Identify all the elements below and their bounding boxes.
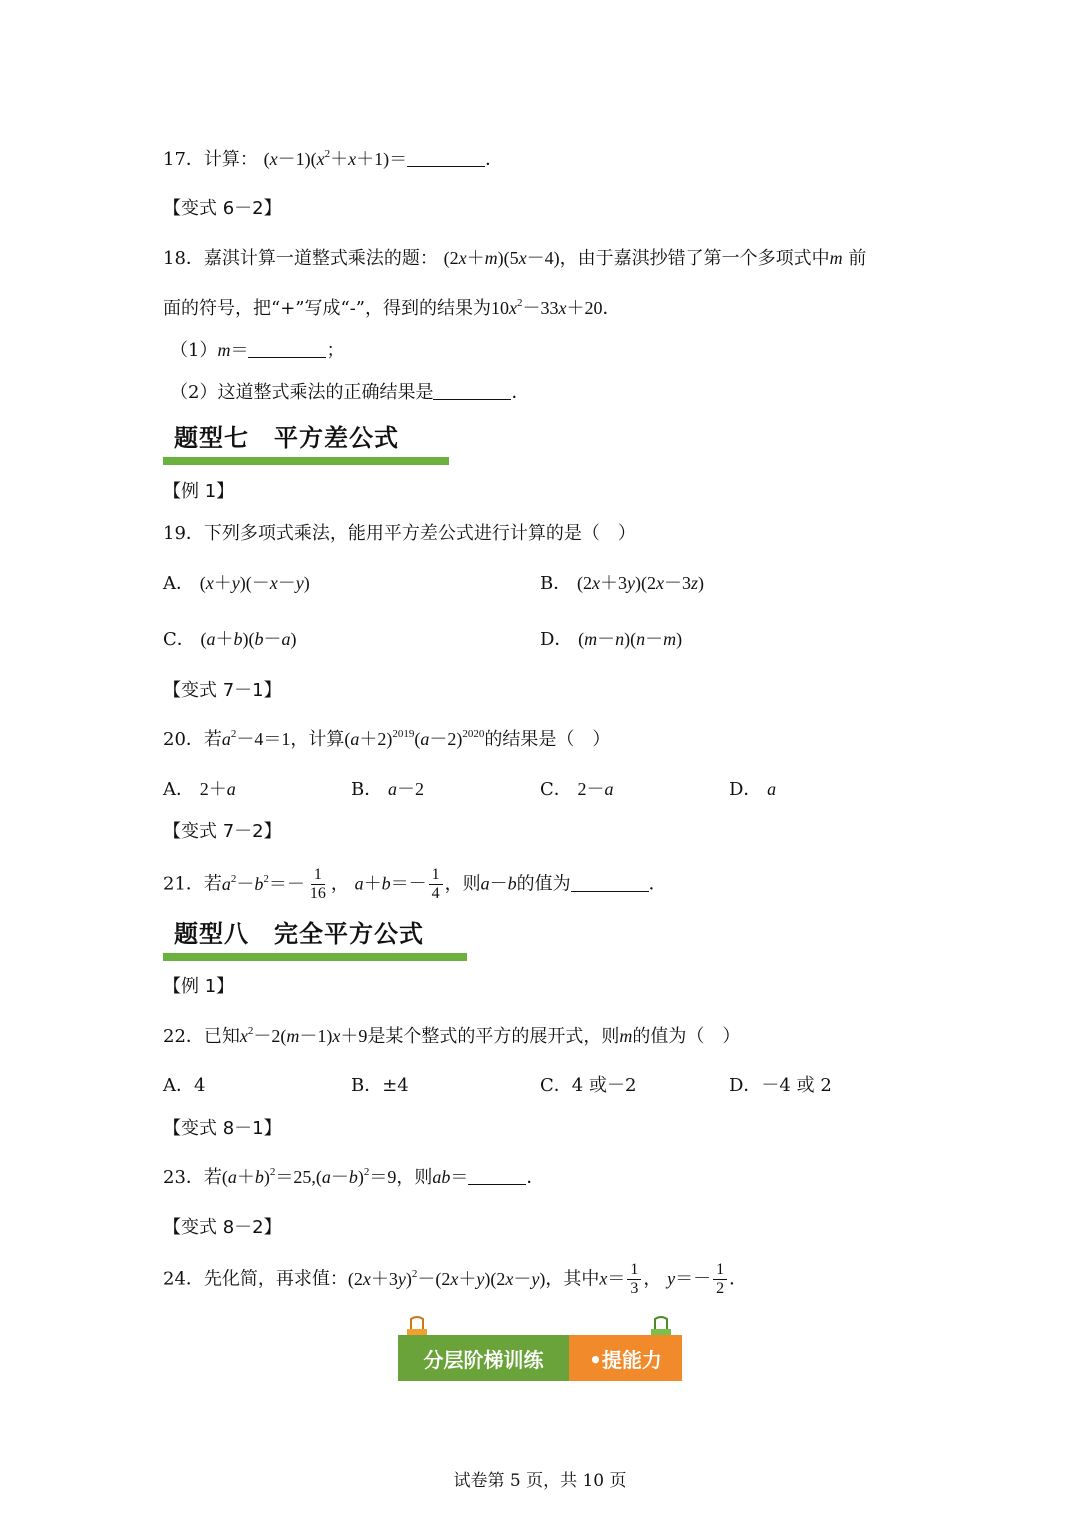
question-22: 22．已知$x^2-2(m-1)x+9$是某个整式的平方的展开式，则m的值为（ ） <box>163 1025 741 1047</box>
question-19: 19．下列多项式乘法，能用平方差公式进行计算的是（ ） <box>163 523 636 544</box>
question-18-part1: （1）m＝ ； <box>170 340 345 361</box>
question-18-part2: （2）这道整式乘法的正确结果是 ． <box>170 382 530 403</box>
option-b[interactable]: B． (2x＋3y)(2x－3z) <box>540 573 704 594</box>
answer-blank <box>433 383 511 400</box>
option-d[interactable]: D．－4 或 2 <box>729 1075 832 1096</box>
question-number: 17． <box>163 149 204 170</box>
banner-left-text: 分层阶梯训练 <box>398 1335 569 1381</box>
question-18-line2: 面的符号，把“+”写成“-”，得到的结果为$10x^2-33x+20$． <box>163 297 621 319</box>
variant-label: 【变式 8－2】 <box>163 1217 282 1238</box>
option-c[interactable]: C． 2－a <box>540 779 614 800</box>
fraction: $\frac{1}{2}$ <box>713 1261 727 1298</box>
option-a[interactable]: A．4 <box>163 1075 206 1096</box>
option-b[interactable]: B． a－2 <box>351 779 424 800</box>
answer-blank <box>407 150 485 167</box>
fraction: $\frac{1}{16}$ <box>309 866 326 902</box>
math-expression: $(x-1)(x^2+x+1)=$ <box>263 148 408 169</box>
example-label: 【例 1】 <box>163 481 235 502</box>
variant-label: 【变式 6－2】 <box>163 198 282 219</box>
section-header-8 <box>163 914 467 961</box>
answer-blank <box>248 341 326 358</box>
question-18: 18．嘉淇计算一道整式乘法的题： (2x＋m)(5x－4)，由于嘉淇抄错了第一个多项式中m 前 <box>163 248 867 269</box>
banner-right-text: •提能力 <box>569 1335 682 1381</box>
option-d[interactable]: D． (m－n)(n－m) <box>540 629 683 650</box>
option-d[interactable]: D． a <box>729 779 777 800</box>
option-b[interactable]: B．±4 <box>351 1075 409 1096</box>
math-expression: (2x＋m)(5x－4) <box>443 248 560 268</box>
page-footer: 试卷第 5 页，共 10 页 <box>453 1471 627 1491</box>
answer-blank <box>468 1168 526 1185</box>
question-24: 24．先化简，再求值：$(2x+3y)^2-(2x+y)(2x-y)$，其中x＝ $\frac{1}{3}$ ， y＝－ $\frac{1}{2}$ ． <box>163 1261 748 1297</box>
example-label: 【例 1】 <box>163 976 235 997</box>
section-underline <box>163 953 467 961</box>
variant-label: 【变式 7－1】 <box>163 680 282 701</box>
question-20: 20．若$a^2-4=1$，计算$(a+2)^{2019}(a-2)^{2020}$的结果是（ ） <box>163 728 611 750</box>
section-underline <box>163 457 449 465</box>
question-17: 17．计算： $(x-1)(x^2+x+1)=$ ． <box>163 148 504 170</box>
math-expression: $10x^2-33x+20$ <box>490 297 603 318</box>
option-a[interactable]: A． 2＋a <box>163 779 236 800</box>
variant-label: 【变式 7－2】 <box>163 821 282 842</box>
section-header-7 <box>163 418 449 465</box>
question-text: 计算： <box>203 149 258 170</box>
answer-blank <box>571 875 649 892</box>
option-c[interactable]: C．4 或－2 <box>540 1075 637 1096</box>
training-banner <box>398 1315 682 1381</box>
question-21: 21．若$a^2-b^2=-$ $\frac{1}{16}$ ， a＋b＝－ $\frac{1}{4}$ ，则a－b的值为 ． <box>163 866 667 902</box>
section-title: 题型七 平方差公式 <box>174 424 399 452</box>
option-a[interactable]: A． (x＋y)(－x－y) <box>163 573 310 594</box>
section-title: 题型八 完全平方公式 <box>174 920 424 948</box>
question-23: 23．若$(a+b)^2=25,(a-b)^2=9$，则ab＝ ． <box>163 1166 545 1188</box>
variant-label: 【变式 8－1】 <box>163 1118 282 1139</box>
option-c[interactable]: C． (a＋b)(b－a) <box>163 629 297 650</box>
fraction: $\frac{1}{3}$ <box>627 1261 641 1298</box>
fraction: $\frac{1}{4}$ <box>429 866 443 903</box>
